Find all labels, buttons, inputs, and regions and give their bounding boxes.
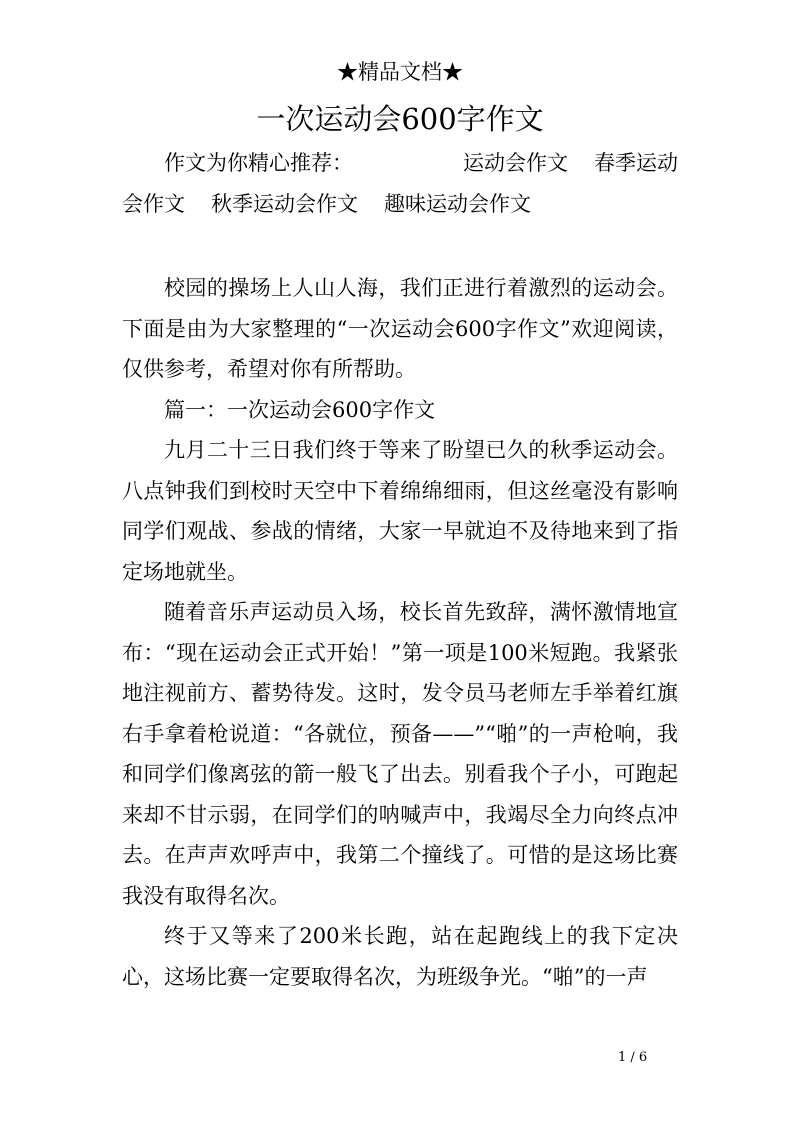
paragraph: 九月二十三日我们终于等来了盼望已久的秋季运动会。八点钟我们到校时天空中下着绵绵细雨，但这丝毫没有影响同学们观战、参战的情绪，大家一早就迫不及待地来到了指定场地就坐。 — [122, 438, 678, 584]
recommend-link[interactable]: 运动会作文 — [463, 151, 568, 175]
recommend-label: 作文为你精心推荐： — [164, 151, 353, 175]
recommend-link[interactable]: 趣味运动会作文 — [384, 191, 531, 216]
paragraph: 随着音乐声运动员入场，校长首先致辞，满怀激情地宣布：“现在运动会正式开始！”第一项是100米短跑。我紧张地注视前方、蓄势待发。这时，发令员马老师左手举着红旗右手拿着枪说道：“各就位，预备——”“啪”的一声枪响，我和同学们像离弦的箭一般飞了出去。别看我个子小，可跑起来却不甘示弱，在同学们的呐喊声中，我竭尽全力向终点冲去。在声声欢呼声中，我第二个撞线了。可惜的是这场比赛我没有取得名次。 — [122, 600, 678, 908]
paragraph: 终于又等来了200米长跑，站在起跑线上的我下定决心，这场比赛一定要取得名次，为班级争光。“啪”的一声 — [122, 924, 678, 989]
header-banner: ★精品文档★ — [337, 60, 463, 84]
article-body — [122, 268, 678, 997]
recommend-section — [122, 143, 678, 224]
section-heading: 篇一：一次运动会600字作文 — [164, 397, 436, 422]
recommend-link[interactable]: 春季运动会作文 — [122, 151, 678, 216]
paragraph-intro: 校园的操场上人山人海，我们正进行着激烈的运动会。下面是由为大家整理的“一次运动会600字作文”欢迎阅读，仅供参考，希望对你有所帮助。 — [122, 276, 678, 381]
recommend-link[interactable]: 秋季运动会作文 — [211, 191, 358, 216]
document-title: 一次运动会600字作文 — [256, 102, 544, 136]
page-number: 1 / 6 — [618, 1050, 648, 1065]
